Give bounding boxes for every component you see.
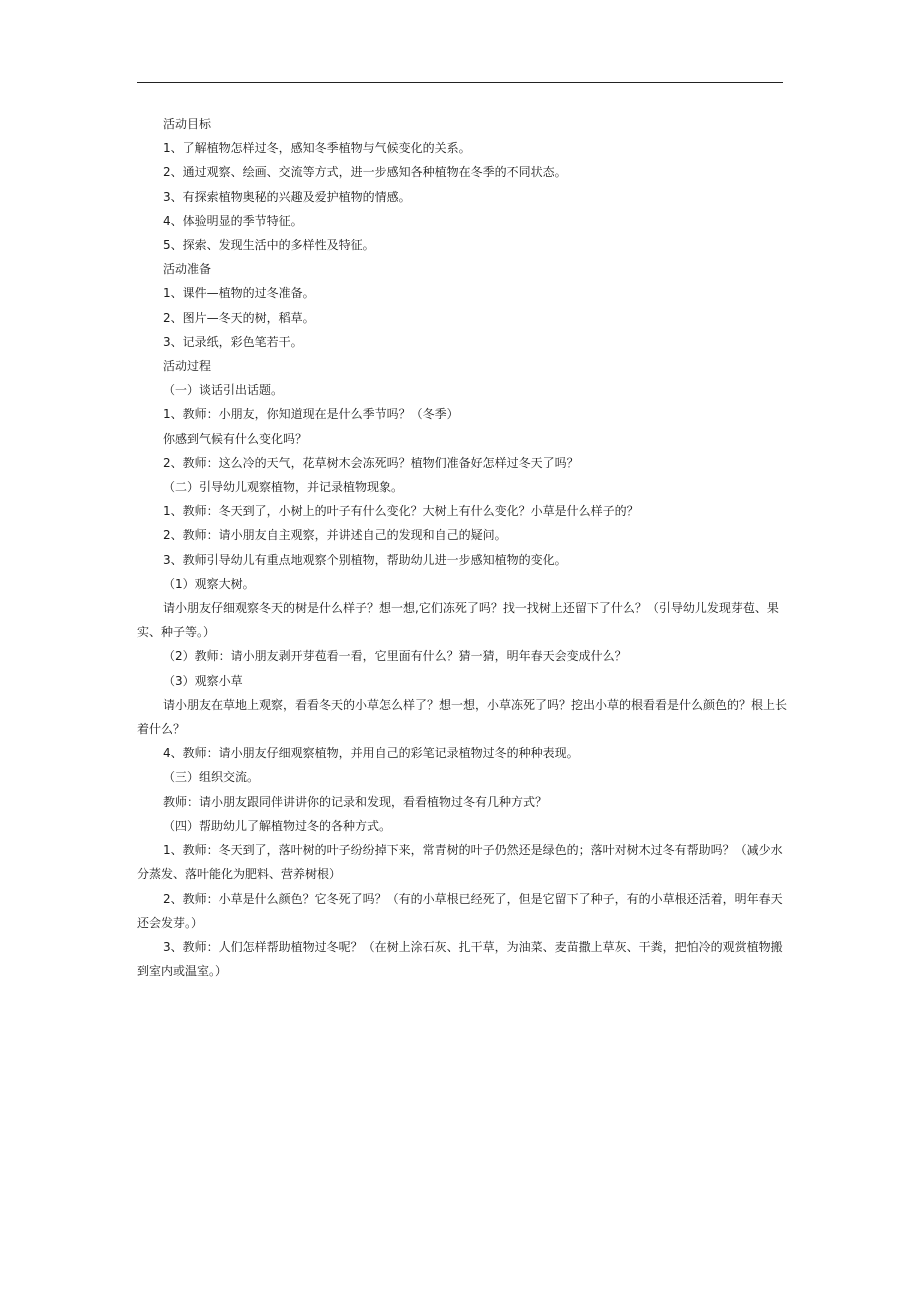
paragraph: 3、教师：人们怎样帮助植物过冬呢？（在树上涂石灰、扎干草，为油菜、麦苗撒上草灰、干粪，把怕冷的观赏植物搬到室内或温室。） [137, 939, 783, 979]
preparation-item: 3、记录纸，彩色笔若干。 [163, 334, 303, 349]
goal-item: 2、通过观察、绘画、交流等方式，进一步感知各种植物在冬季的不同状态。 [163, 165, 567, 180]
sub-step-heading: （3）观察小草 [163, 673, 243, 688]
process-item: 1、教师：小朋友，你知道现在是什么季节吗？（冬季） [163, 407, 459, 422]
process-step-heading: （四）帮助幼儿了解植物过冬的各种方式。 [163, 818, 392, 833]
goal-item: 4、体验明显的季节特征。 [163, 213, 303, 228]
paragraph: 请小朋友在草地上观察，看看冬天的小草怎么样了？想一想，小草冻死了吗？挖出小草的根看看是什么颜色的？根上长着什么？ [137, 697, 788, 737]
goal-item: 5、探索、发现生活中的多样性及特征。 [163, 238, 375, 253]
sub-step-heading: （1）观察大树。 [163, 576, 255, 591]
goal-item: 1、了解植物怎样过冬，感知冬季植物与气候变化的关系。 [163, 141, 471, 156]
sub-step-item: （2）教师：请小朋友剥开芽苞看一看，它里面有什么？猜一猜，明年春天会变成什么？ [163, 649, 627, 664]
preparation-item: 2、图片—冬天的树，稻草。 [163, 310, 315, 325]
goal-item: 3、有探索植物奥秘的兴趣及爱护植物的情感。 [163, 189, 411, 204]
process-item: 你感到气候有什么变化吗？ [163, 431, 308, 446]
process-item: 2、教师：请小朋友自主观察，并讲述自己的发现和自己的疑问。 [163, 528, 507, 543]
paragraph: 2、教师：小草是什么颜色？它冬死了吗？（有的小草根已经死了，但是它留下了种子，有的小草根还活着，明年春天还会发芽。） [137, 891, 783, 930]
header-rule [137, 82, 783, 83]
process-step-heading: （三）组织交流。 [163, 770, 260, 785]
section-heading-goals: 活动目标 [163, 117, 212, 131]
process-item: 2、教师：这么冷的天气，花草树木会冻死吗？植物们准备好怎样过冬天了吗？ [163, 455, 579, 470]
process-item: 1、教师：冬天到了，小树上的叶子有什么变化？大树上有什么变化？小草是什么样子的？ [163, 504, 639, 519]
document-body [137, 112, 787, 983]
process-step-heading: （二）引导幼儿观察植物，并记录植物现象。 [163, 480, 404, 495]
preparation-item: 1、课件—植物的过冬准备。 [163, 286, 315, 301]
section-heading-preparation: 活动准备 [163, 262, 212, 277]
process-item: 4、教师：请小朋友仔细观察植物，并用自己的彩笔记录植物过冬的种种表现。 [163, 746, 579, 761]
process-item: 3、教师引导幼儿有重点地观察个别植物，帮助幼儿进一步感知植物的变化。 [163, 552, 567, 567]
process-step-heading: （一）谈话引出话题。 [163, 383, 284, 398]
section-heading-process: 活动过程 [163, 359, 212, 374]
process-item: 教师：请小朋友跟同伴讲讲你的记录和发现，看看植物过冬有几种方式？ [163, 794, 548, 809]
paragraph: 1、教师：冬天到了，落叶树的叶子纷纷掉下来，常青树的叶子仍然还是绿色的；落叶对树木过冬有帮助吗？（减少水分蒸发、落叶能化为肥料、营养树根） [137, 843, 783, 882]
paragraph: 请小朋友仔细观察冬天的树是什么样子？想一想,它们冻死了吗？找一找树上还留下了什么？（引导幼儿发现芽苞、果实、种子等。） [137, 601, 779, 640]
